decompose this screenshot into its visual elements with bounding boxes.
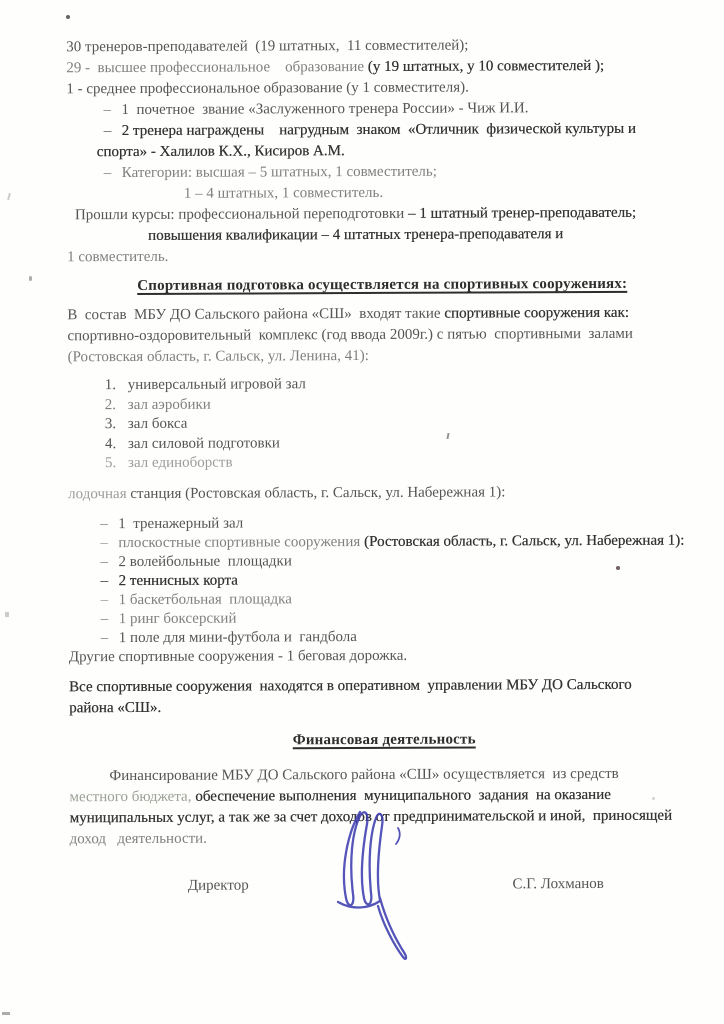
hall-list-item: 2. зал аэробики <box>105 393 698 415</box>
facility-list-item: – плоскостные спортивные сооружения (Ростовская область, г. Сальск, ул. Набережная 1): <box>100 532 685 551</box>
other-facilities-line: Другие спортивные сооружения - 1 беговая дорожка. <box>68 647 408 665</box>
staff-education-line <box>66 56 696 80</box>
finance-section-heading: Финансовая деятельность <box>292 731 476 748</box>
courses-line-1-end: – 1 штатный тренер-преподаватель; <box>408 204 637 222</box>
list-number: 2. <box>104 396 117 413</box>
scan-speck <box>5 612 9 617</box>
director-role-label: Директор <box>187 877 249 894</box>
halls-numbered-list <box>68 374 698 474</box>
dash-bullet-marker: – <box>103 165 112 182</box>
management-line-1: Все спортивные сооружения находятся в оперативном управлении МБУ ДО Сальского <box>68 676 632 695</box>
dash-bullet-marker: – <box>100 610 109 627</box>
staff-education-line-start: 29 - высшее профессиональное образование <box>66 58 368 77</box>
awards-bullet: – 2 тренера награждены нагрудным знаком «Отличник физической культуры и <box>104 119 697 143</box>
finance-line-2: местного бюджета, обеспечение выполнения муниципального задания на оказание <box>69 786 611 805</box>
courses-line-1-start: Прошли курсы: профессиональной переподготовки <box>74 205 409 224</box>
scan-speck <box>29 276 32 281</box>
dash-bullet-marker: – <box>100 572 109 589</box>
sports-paragraph-line-3: (Ростовская область, г. Сальск, ул. Ленина, 41): <box>67 347 369 366</box>
staff-total-line: 30 тренеров-преподавателей (19 штатных, 11 совместителей); <box>66 37 469 56</box>
dash-bullet-marker: – <box>100 629 109 646</box>
dash-bullet-marker: – <box>100 553 108 570</box>
boat-station-line: лодочная станция (Ростовская область, г. Сальск, ул. Набережная 1): <box>68 483 506 502</box>
courses-line-2: повышения квалификации – 4 штатных тренера-преподавателя и <box>147 226 564 244</box>
hall-list-item: 3. зал бокса <box>105 413 698 435</box>
list-number: 5. <box>104 455 117 472</box>
facility-list-item: – 1 ринг боксерский <box>100 610 237 627</box>
staff-education-line-end: (у 19 штатных, у 10 совместителей ); <box>367 57 605 75</box>
management-line-2: района «СШ». <box>69 699 162 716</box>
sports-paragraph <box>67 303 697 369</box>
dash-bullet-marker: – <box>100 515 108 532</box>
dash-bullet-marker: – <box>103 123 112 140</box>
finance-line-4: доход деятельности. <box>69 830 207 847</box>
signer-name: С.Г. Лохманов <box>512 875 604 892</box>
scan-speck <box>2 1012 10 1015</box>
hall-list-item: 1. универсальный игровой зал <box>105 374 698 396</box>
finance-line-3: муниципальных услуг, а так же за счет доходов от предпринимательской и иной, приносящей <box>69 807 672 826</box>
facility-list-item: – 2 теннисных корта <box>100 572 238 589</box>
staff-secondary-education-line: 1 - среднее профессиональное образование (у 1 совместителя). <box>66 79 469 98</box>
facility-list-item: – 1 баскетбольная площадка <box>100 590 292 608</box>
scan-speck <box>66 15 70 19</box>
facility-list-item: – 1 тренажерный зал <box>100 515 244 532</box>
dash-bullet-marker: – <box>100 591 109 608</box>
list-number: 3. <box>104 416 117 433</box>
courses-line-1 <box>75 203 697 227</box>
sports-paragraph-line-2: спортивно-оздоровительный комплекс (год ввода 2009г.) с пятью спортивными залами <box>67 325 633 345</box>
scan-speck <box>616 566 620 570</box>
categories-bullet: – Категории: высшая – 5 штатных, 1 совместитель; <box>104 161 697 185</box>
hall-list-item: 5. зал единоборств <box>105 452 698 474</box>
facility-list-item: – 2 волейбольные площадки <box>100 552 292 570</box>
list-number: 4. <box>104 435 117 452</box>
facility-list-item: – 1 поле для мини-футбола и гандбола <box>100 628 357 646</box>
sports-paragraph-line-1: В состав МБУ ДО Сальского района «СШ» входят такие спортивные сооружения как: <box>67 304 629 324</box>
finance-line-1: Финансирование МБУ ДО Сальского района «СШ» осуществляется из средств <box>109 765 619 784</box>
categories-continuation: 1 – 4 штатных, 1 совместитель. <box>183 184 384 202</box>
facilities-dash-list <box>68 512 699 667</box>
sports-section-heading: Спортивная подготовка осуществляется на спортивных сооружениях: <box>137 275 628 294</box>
management-paragraph <box>69 674 699 719</box>
list-number: 1. <box>104 377 116 394</box>
awards-bullet-wrap: спорта» - Халилов К.Х., Кисиров А.М. <box>96 143 345 161</box>
scan-speck <box>652 797 655 800</box>
handwritten-signature <box>312 806 424 966</box>
dash-bullet-marker: – <box>100 534 108 551</box>
honor-title-bullet: – 1 почетное звание «Заслуженного тренера России» - Чиж И.И. <box>103 98 696 122</box>
hall-list-item: 4. зал силовой подготовки <box>105 432 698 454</box>
courses-line-3: 1 совместитель. <box>67 248 169 266</box>
dash-bullet-marker: – <box>103 102 112 119</box>
